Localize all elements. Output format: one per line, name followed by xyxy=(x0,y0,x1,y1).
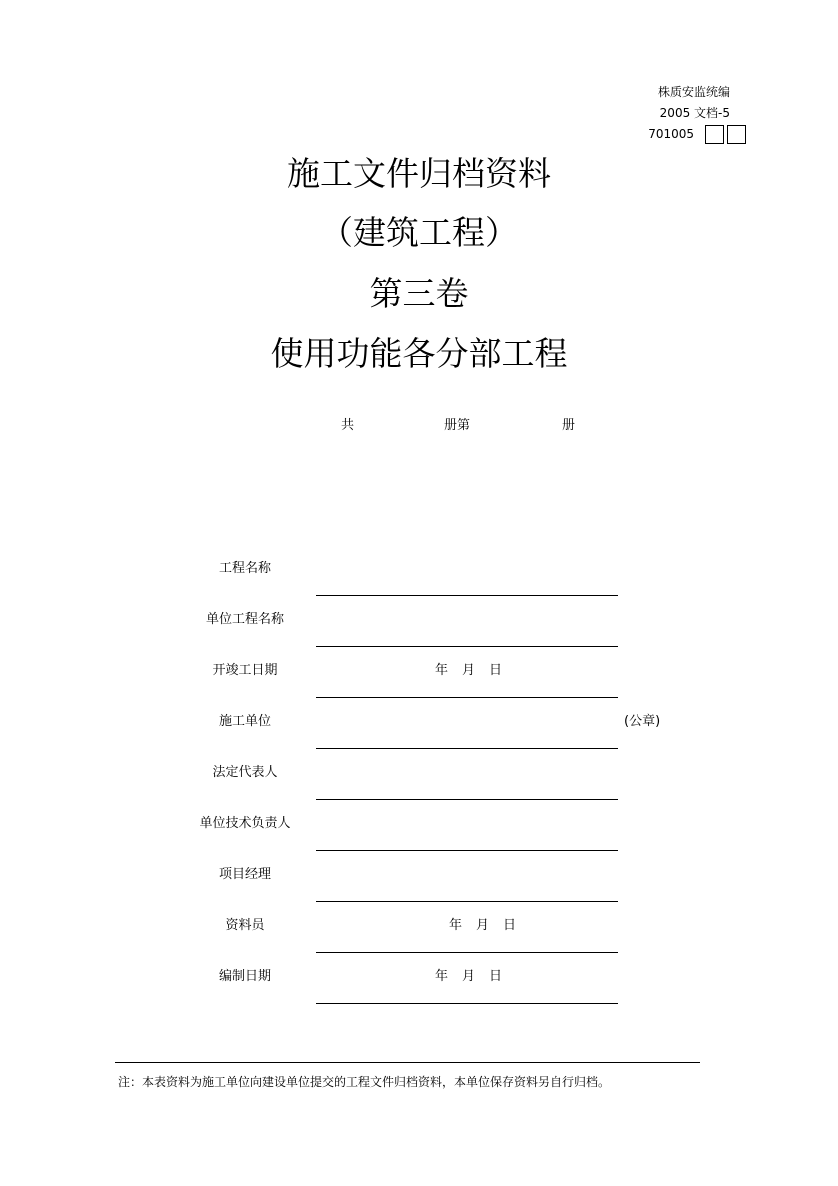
title-volume: 第三卷 xyxy=(369,274,469,313)
field-label: 开竣工日期 xyxy=(212,663,278,678)
month-label: 月 xyxy=(462,969,476,984)
field-underline xyxy=(316,799,618,800)
field-underline xyxy=(316,697,618,698)
field-row-project-name xyxy=(0,546,838,597)
title-subtitle: （建筑工程） xyxy=(320,213,518,252)
field-label: 资料员 xyxy=(225,918,265,933)
code-box-1[interactable] xyxy=(705,125,724,144)
code-text: 701005 xyxy=(648,127,694,141)
title-section: 使用功能各分部工程 xyxy=(270,334,568,373)
field-row-technical-lead xyxy=(0,801,838,852)
issuer-text: 株质安监统编 xyxy=(657,85,730,99)
field-label: 单位技术负责人 xyxy=(199,816,291,831)
field-underline xyxy=(316,595,618,596)
field-underline xyxy=(316,952,618,953)
code-box-2[interactable] xyxy=(727,125,746,144)
footer-note: 注：本表资料为施工单位向建设单位提交的工程文件归档资料，本单位保存资料另自行归档。 xyxy=(118,1075,611,1089)
field-row-legal-representative xyxy=(0,750,838,801)
field-label: 工程名称 xyxy=(218,561,271,576)
field-label: 单位工程名称 xyxy=(205,612,284,627)
field-label: 法定代表人 xyxy=(212,765,278,780)
document-code-block xyxy=(658,82,730,124)
field-row-project-manager xyxy=(0,852,838,903)
day-label: 日 xyxy=(489,969,503,984)
year-label: 年 xyxy=(435,969,449,984)
footer-divider xyxy=(115,1062,700,1063)
month-label: 月 xyxy=(462,663,476,678)
official-seal-label: (公章) xyxy=(624,714,661,729)
field-underline xyxy=(316,850,618,851)
volume-middle-label: 册第 xyxy=(444,418,471,433)
field-underline xyxy=(316,748,618,749)
field-label: 施工单位 xyxy=(218,714,271,729)
field-row-start-end-date xyxy=(0,648,838,699)
volume-end-label: 册 xyxy=(562,418,576,433)
day-label: 日 xyxy=(489,663,503,678)
field-row-construction-unit xyxy=(0,699,838,750)
volume-count-row xyxy=(0,414,838,434)
field-row-unit-project-name xyxy=(0,597,838,648)
day-label: 日 xyxy=(503,918,517,933)
field-label: 编制日期 xyxy=(218,969,271,984)
field-row-document-clerk xyxy=(0,903,838,954)
code-row xyxy=(648,124,746,145)
field-underline xyxy=(316,901,618,902)
year-label: 年 xyxy=(435,663,449,678)
month-label: 月 xyxy=(476,918,490,933)
field-label: 项目经理 xyxy=(218,867,271,882)
title-main: 施工文件归档资料 xyxy=(287,154,551,193)
field-underline xyxy=(316,1003,618,1004)
doc-number-text: 2005 文档-5 xyxy=(659,106,730,120)
year-label: 年 xyxy=(449,918,463,933)
field-underline xyxy=(316,646,618,647)
volume-total-label: 共 xyxy=(341,418,355,433)
field-row-compile-date xyxy=(0,954,838,1005)
